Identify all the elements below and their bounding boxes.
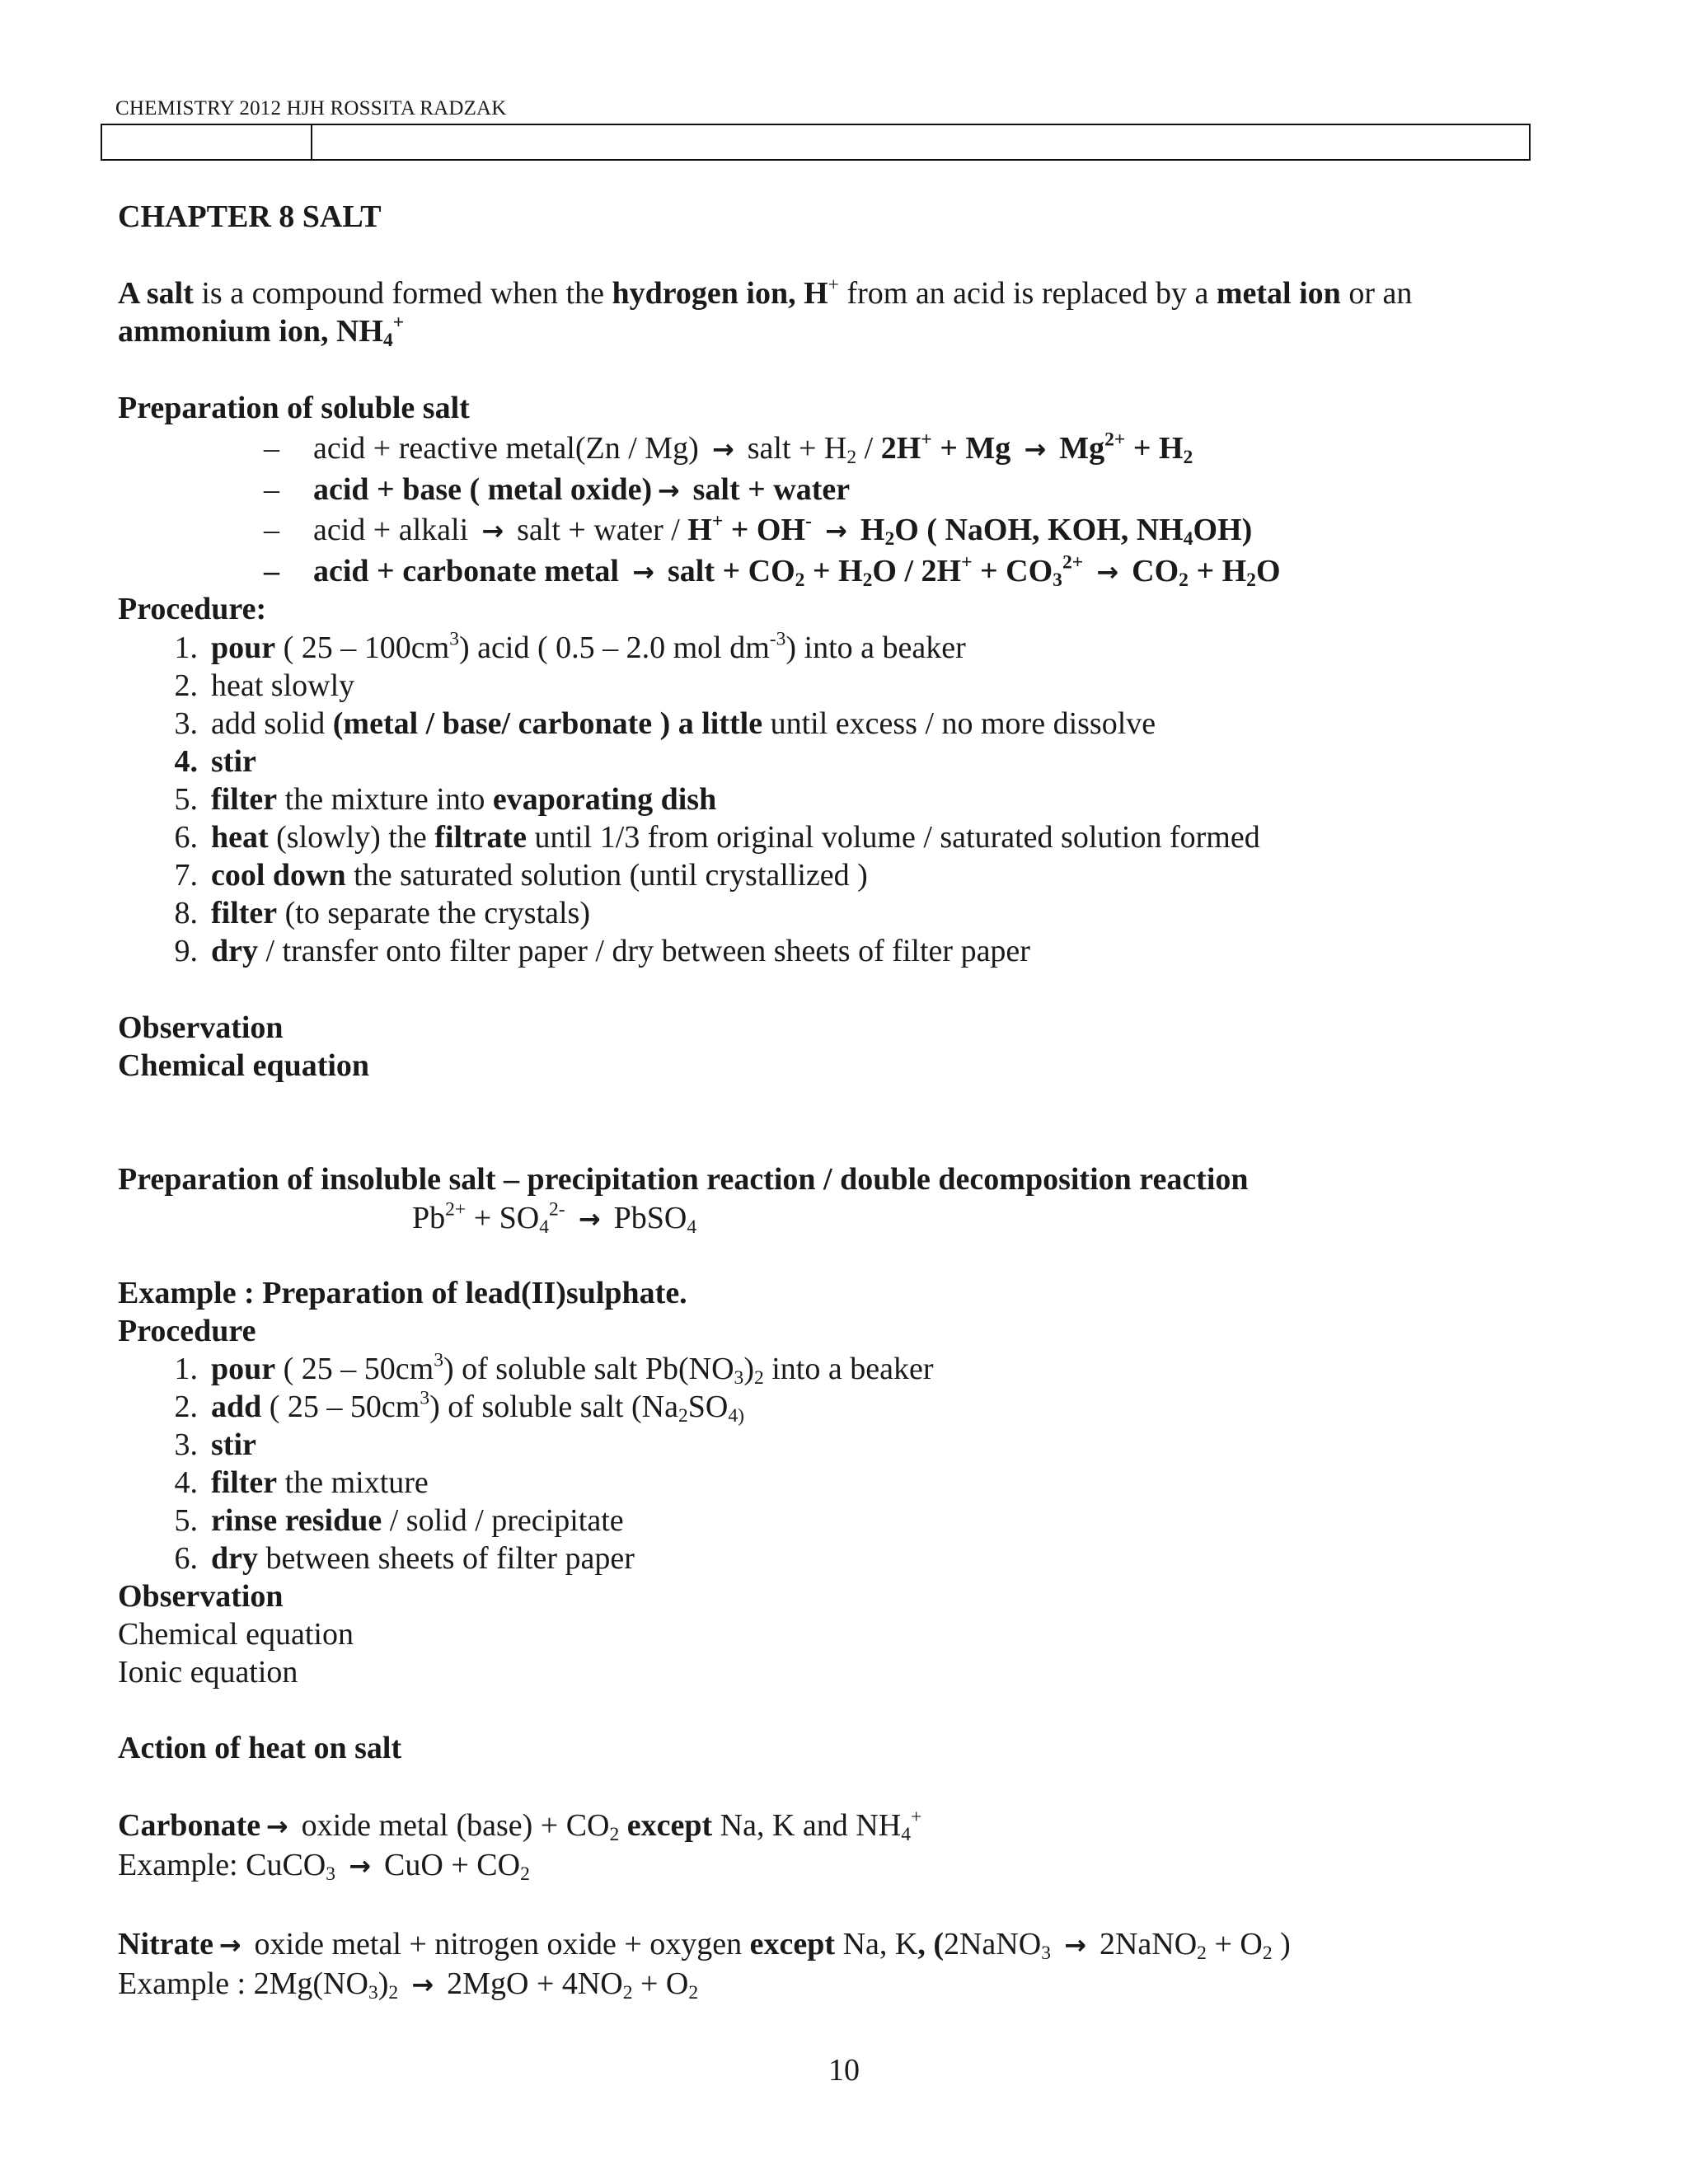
- heat-nitrate-line: Nitrate → oxide metal + nitrogen oxide + oxygen except Na, K, (2NaNO$_3$ → 2NaNO$_2$ + $O_2$ ): [118, 1927, 1291, 1964]
- example-step-4: 4. filter the mixture: [174, 1465, 429, 1500]
- procedure-step-3: 3. add solid (metal / base/ carbonate ) a little until excess / no more dissolve: [174, 706, 1156, 741]
- heat-carbonate-example: Example: CuCO$_3$ → CuO + $CO_2$: [118, 1848, 530, 1885]
- soluble-heading: Preparation of soluble salt: [118, 391, 470, 425]
- soluble-reaction-1: – acid + reactive metal(Zn / Mg) → salt + $H_2 / 2H^+ + Mg \to Mg^{2+} + H_2$: [264, 429, 1193, 468]
- arrow-icon: →: [632, 556, 654, 588]
- definition-line-2: ammonium ion, $NH_4^+$: [118, 312, 405, 351]
- chemical-equation-heading: Chemical equation: [118, 1048, 370, 1083]
- example-heading: Example : Preparation of lead(II)sulphate.: [118, 1276, 687, 1310]
- chapter-title: CHAPTER 8 SALT: [118, 199, 382, 234]
- procedure-heading: Procedure:: [118, 592, 267, 626]
- definition-line-1: A salt is a compound formed when the hydrogen ion, H+ from an acid is replaced by a metal ion or an: [118, 274, 1413, 311]
- example-step-6: 6. dry between sheets of filter paper: [174, 1541, 635, 1576]
- arrow-icon: →: [578, 1203, 601, 1235]
- procedure-step-7: 7. cool down the saturated solution (until crystallized ): [174, 858, 868, 893]
- arrow-icon: →: [1024, 434, 1047, 465]
- arrow-icon: →: [265, 1811, 288, 1842]
- soluble-reaction-3: – acid + alkali → salt + water / $H^+ + OH^- \to H_2O$ ( NaOH, KOH, $NH_4OH$): [264, 510, 1253, 550]
- procedure-step-6: 6. heat (slowly) the filtrate until 1/3 from original volume / saturated solution formed: [174, 820, 1260, 855]
- arrow-icon: →: [657, 475, 680, 506]
- example-procedure-heading: Procedure: [118, 1314, 256, 1348]
- procedure-step-5: 5. filter the mixture into evaporating dish: [174, 782, 717, 817]
- example-step-5: 5. rinse residue / solid / precipitate: [174, 1503, 624, 1538]
- arrow-icon: →: [218, 1929, 241, 1961]
- observation-heading: Observation: [118, 1010, 284, 1045]
- heat-nitrate-example: Example : $2Mg(NO_3)_2 \to 2MgO + 4NO_2 + O_2$: [118, 1966, 699, 2004]
- arrow-icon: →: [825, 515, 847, 546]
- example-observation-heading: Observation: [118, 1579, 284, 1614]
- soluble-reaction-2: – acid + base ( metal oxide) → salt + water: [264, 471, 850, 509]
- heat-heading: Action of heat on salt: [118, 1731, 402, 1765]
- procedure-step-8: 8. filter (to separate the crystals): [174, 896, 590, 930]
- example-step-1: 1. pour ( $25 - 50cm^3$) of soluble salt $Pb(NO_3)_2$ into a beaker: [174, 1349, 934, 1389]
- procedure-step-9: 9. dry / transfer onto filter paper / dry between sheets of filter paper: [174, 934, 1030, 968]
- example-step-3: 3. stir: [174, 1427, 256, 1462]
- procedure-step-2: 2. heat slowly: [174, 668, 355, 703]
- insoluble-heading: Preparation of insoluble salt – precipitation reaction / double decomposition reaction: [118, 1162, 1249, 1197]
- arrow-icon: →: [481, 515, 504, 546]
- arrow-icon: →: [711, 434, 734, 465]
- arrow-icon: →: [411, 1969, 434, 2000]
- page-number: 10: [828, 2053, 860, 2088]
- header-table-cell-2: [312, 125, 1529, 159]
- soluble-reaction-4: – acid + carbonate metal → salt + $CO_2 + H_2O / 2H^+ + CO_3^{2+} \to CO_2 + H_2O$: [264, 551, 1281, 591]
- arrow-icon: →: [1096, 556, 1119, 588]
- procedure-step-4: 4. stir: [174, 744, 256, 779]
- example-step-2: 2. add ( $25 - 50cm^3$) of soluble salt ($Na_2SO_{4)}$: [174, 1387, 744, 1427]
- header-table-cell-1: [102, 125, 312, 159]
- page-header: CHEMISTRY 2012 HJH ROSSITA RADZAK: [115, 97, 507, 120]
- example-chemical-equation: Chemical equation: [118, 1617, 354, 1652]
- arrow-icon: →: [1064, 1929, 1086, 1961]
- arrow-icon: →: [349, 1850, 371, 1882]
- insoluble-equation: $Pb^{2+} + SO_4^{2-}$ → PbSO$_4$: [412, 1198, 697, 1238]
- heat-carbonate-line: Carbonate → oxide metal (base) + $CO_2$ except Na, K and $NH_4^+$: [118, 1806, 922, 1845]
- example-ionic-equation: Ionic equation: [118, 1655, 298, 1690]
- header-table: [101, 124, 1531, 161]
- procedure-step-1: 1. pour ( $25 - 100cm^3$) acid ( 0.5 – 2.0 mol $dm^{-3}$) into a beaker: [174, 628, 966, 665]
